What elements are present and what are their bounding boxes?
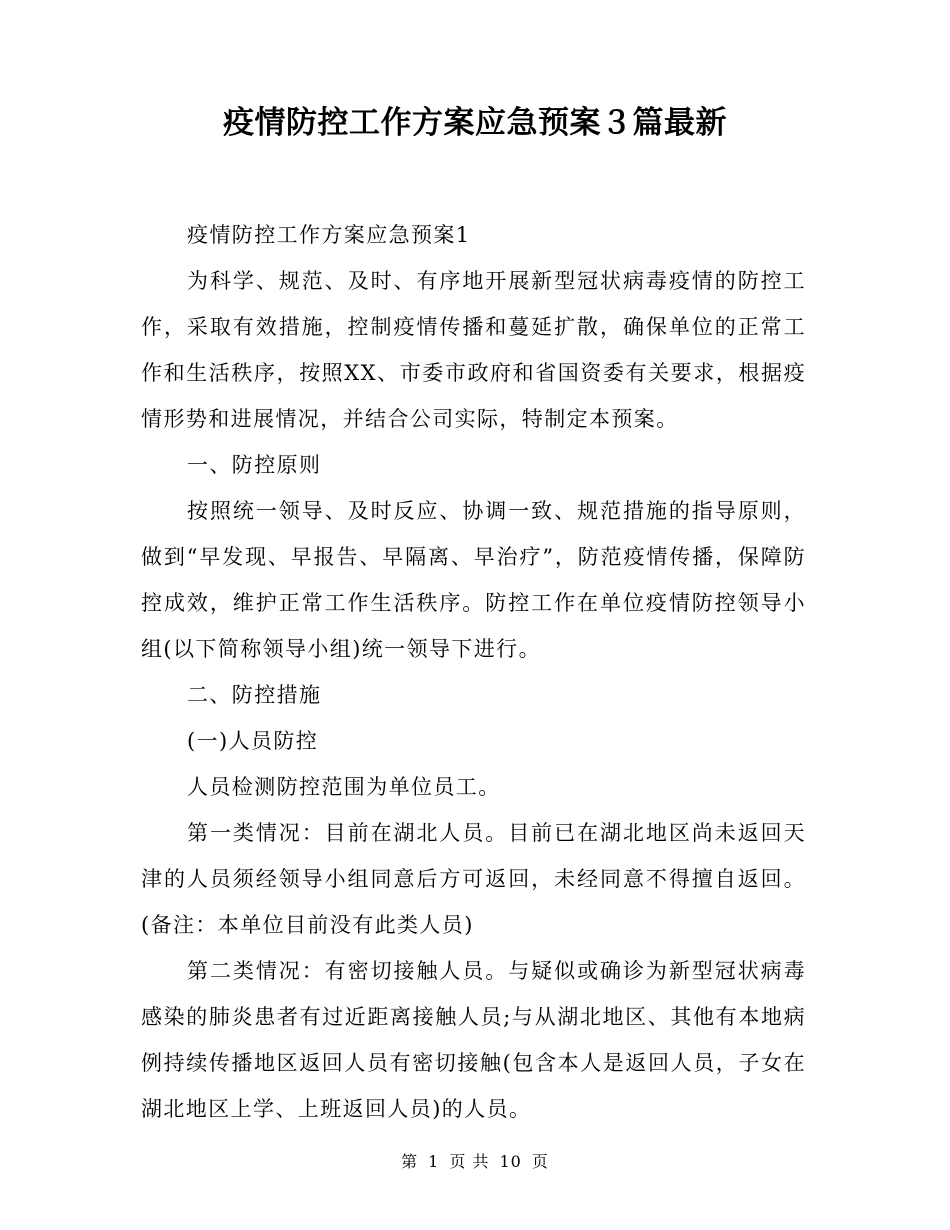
subsection-heading-personnel: (一)人员防控 <box>187 729 319 753</box>
footer-suffix: 页 <box>531 1152 549 1171</box>
section-heading-principles: 一、防控原则 <box>187 453 322 477</box>
footer-middle: 页 共 <box>449 1152 490 1171</box>
section-heading-measures: 二、防控措施 <box>187 683 322 707</box>
intro-paragraph: 为科学、规范、及时、有序地开展新型冠状病毒疫情的防控工作，采取有效措施，控制疫情传播和蔓延扩散，确保单位的正常工作和生活秩序，按照XX、市委市政府和省国资委有关要求，根据疫情形势和进展情况，并结合公司实际，特制定本预案。 <box>141 269 806 431</box>
personnel-scope-paragraph: 人员检测防控范围为单位员工。 <box>187 775 501 799</box>
category-two-paragraph: 第二类情况：有密切接触人员。与疑似或确诊为新型冠状病毒感染的肺炎患者有过近距离接触人员;与从湖北地区、其他有本地病例持续传播地区返回人员有密切接触(包含本人是返回人员，子女在湖北地区上学、上班返回人员)的人员。 <box>141 959 806 1121</box>
document-body <box>141 212 806 1132</box>
section-heading-plan-1: 疫情防控工作方案应急预案1 <box>187 223 471 247</box>
footer-prefix: 第 <box>401 1152 419 1171</box>
document-title: 疫情防控工作方案应急预案３篇最新 <box>223 105 727 141</box>
category-one-paragraph: 第一类情况：目前在湖北人员。目前已在湖北地区尚未返回天津的人员须经领导小组同意后方可返回，未经同意不得擅自返回。(备注：本单位目前没有此类人员) <box>141 821 806 937</box>
footer-page-number: 1 <box>428 1152 440 1171</box>
footer-total-pages: 10 <box>499 1152 522 1171</box>
principles-paragraph: 按照统一领导、及时反应、协调一致、规范措施的指导原则，做到“早发现、早报告、早隔离、早治疗”，防范疫情传播，保障防控成效，维护正常工作生活秩序。防控工作在单位疫情防控领导小组(以下简称领导小组)统一领导下进行。 <box>141 499 806 661</box>
page-footer <box>0 1150 950 1174</box>
